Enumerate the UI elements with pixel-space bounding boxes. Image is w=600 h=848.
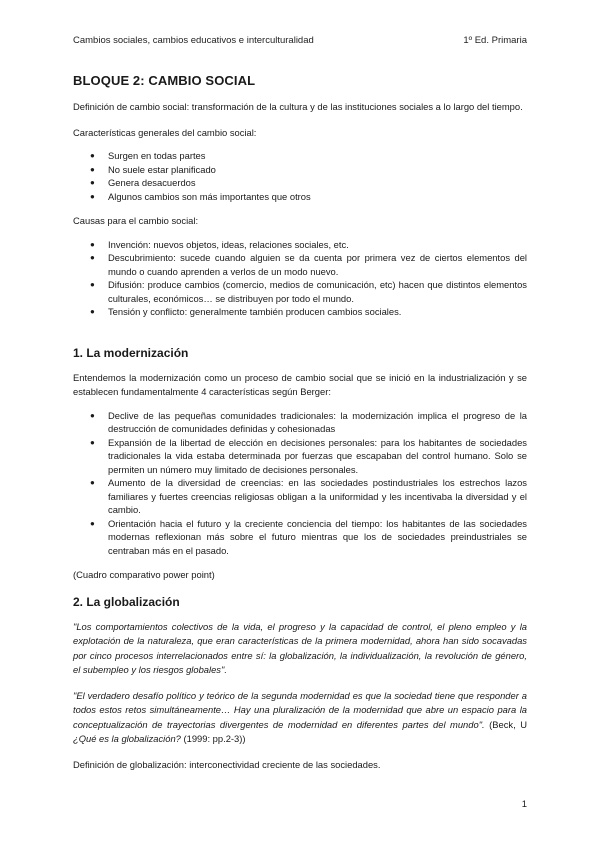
page-header (73, 35, 527, 46)
bullet-icon: ● (90, 478, 95, 487)
list-item: ● Declive de las pequeñas comunidades tradicionales: la modernización implica el progreso de la destrucción de comunidades definidas y cohesionadas (90, 409, 527, 434)
section-title-modernization: 1. La modernización (73, 345, 189, 360)
list-item: ● Algunos cambios son más importantes que otros (90, 190, 311, 202)
bullet-icon: ● (90, 410, 95, 420)
characteristics-heading: Características generales del cambio social: (73, 126, 257, 138)
list-item: ● Descubrimiento: sucede cuando alguien se da cuenta por primera vez de ciertos elementos del mundo o cuando aprenden a verlos de un modo nuevo. (90, 252, 527, 277)
bullet-icon: ● (90, 518, 95, 528)
quote-text: "El verdadero desafío político y teórico de la segunda modernidad es que la sociedad tiene que responder a todos estos retos simultáneamente… Hay una pluralización de la modernidad que abre un espacio para la conceptualización de trayectorias divergentes de modernidad en diferentes partes del mundo". (73, 689, 527, 730)
list-item: ● Tensión y conflicto: generalmente también producen cambios sociales. (90, 306, 402, 317)
list-item: ● Orientación hacia el futuro y la creciente conciencia del tiempo: los habitantes de las sociedades modernas reflexionan más sobre el futuro mientras que los de sociedades preindustriales se centraban más en el pasado. (90, 517, 527, 556)
page-content (73, 66, 527, 783)
bullet-icon: ● (90, 191, 95, 201)
list-item: ● Expansión de la libertad de elección en decisiones personales: para los habitantes de sociedades tradicionales la vida estaba determinada por fuerzas que escapaban del control humano. Solo se permiten un número muy limitado de decisiones personales. (90, 436, 527, 475)
causes-heading: Causas para el cambio social: (73, 215, 199, 226)
citation-prefix: (Beck, U (484, 718, 527, 730)
list-item: ● Genera desacuerdos (90, 177, 196, 188)
list-item: ● Surgen en todas partes (90, 150, 206, 161)
header-course-title: Cambios sociales, cambios educativos e interculturalidad (73, 35, 314, 46)
bullet-icon: ● (90, 178, 95, 187)
header-course-level: 1º Ed. Primaria (463, 35, 527, 46)
bullet-icon: ● (90, 307, 95, 316)
citation-book-title: ¿Qué es la globalización? (73, 733, 181, 744)
beck-quote-1: "Los comportamientos colectivos de la vida, el progreso y la capacidad de control, el pleno empleo y la explotación de la naturaleza, que eran características de la primera modernidad, ahora han sido socavadas por cinco procesos interrelacionados entre sí: la globalización, la individualización, la revolución de género, el subempleo y los riesgos globales". (73, 620, 527, 675)
bullet-icon: ● (90, 239, 95, 249)
section-title-globalization: 2. La globalización (73, 594, 180, 609)
modernization-list (73, 409, 527, 558)
list-item: ● Difusión: produce cambios (comercio, medios de comunicación, etc) hacen que distintos elementos culturales, económicos… se distribuyen por todo el mundo. (90, 279, 527, 304)
bullet-icon: ● (90, 437, 95, 447)
causes-list (73, 238, 527, 319)
definition-paragraph: Definición de cambio social: transformación de la cultura y de las instituciones sociales a lo largo del tiempo. (73, 101, 523, 112)
list-item: ● Aumento de la diversidad de creencias: en las sociedades postindustriales los estrechos lazos familiares y fuertes creencias religiosas obligan a la uniformidad y les incentivaba la diversidad y el cambio. (90, 477, 527, 515)
bullet-icon: ● (90, 164, 95, 174)
characteristics-list (73, 149, 527, 203)
citation-suffix: (1999: pp.2-3)) (180, 733, 246, 744)
bullet-icon: ● (90, 280, 95, 289)
comparison-note: (Cuadro comparativo power point) (73, 569, 215, 580)
list-item: ● No suele estar planificado (90, 163, 216, 175)
list-item: ● Invención: nuevos objetos, ideas, relaciones sociales, etc. (90, 238, 349, 250)
block-title: BLOQUE 2: CAMBIO SOCIAL (73, 73, 256, 88)
bullet-icon: ● (90, 253, 95, 262)
modernization-intro: Entendemos la modernización como un proceso de cambio social que se inició en la industrialización y se establecen fundamentalmente 4 características según Berger: (73, 371, 527, 397)
beck-quote-2 (73, 689, 527, 747)
bullet-icon: ● (90, 151, 95, 160)
globalization-definition: Definición de globalización: interconectividad creciente de las sociedades. (73, 758, 381, 770)
page-number: 1 (521, 799, 527, 810)
